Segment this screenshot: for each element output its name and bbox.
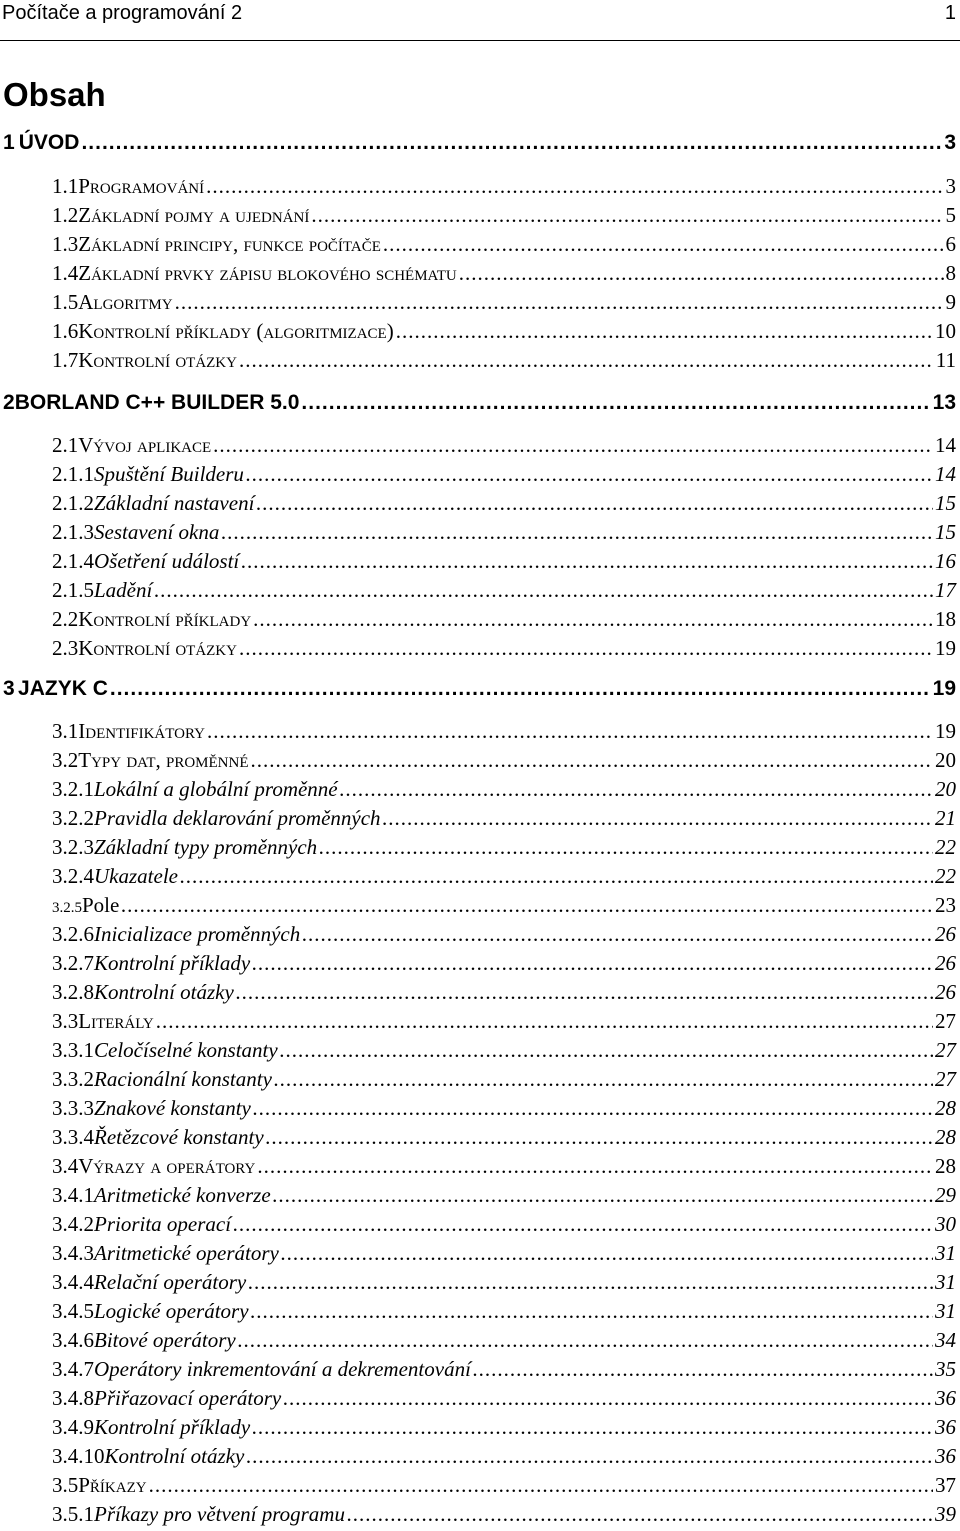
entry-label: Logické operátory (94, 1299, 249, 1323)
dot-leader (251, 1299, 933, 1324)
dot-leader (473, 1357, 933, 1382)
entry-number: 3.3.3 (52, 1096, 94, 1120)
entry-number: 3.2.3 (52, 835, 94, 859)
entry-page: 22 (935, 864, 956, 888)
dot-leader (251, 748, 933, 773)
toc-entry-subsection[interactable] (52, 777, 956, 802)
entry-number: 3.3.4 (52, 1125, 94, 1149)
dot-leader (149, 1473, 933, 1498)
entry-number: 2.1.5 (52, 578, 94, 602)
entry-number: 3.3.2 (52, 1067, 94, 1091)
toc-entry-subsection[interactable] (52, 1502, 956, 1527)
entry-page: 16 (935, 549, 956, 573)
dot-leader (253, 1096, 933, 1121)
dot-leader (213, 433, 933, 458)
entry-number: 2.1.3 (52, 520, 94, 544)
entry-number: 1 (3, 131, 15, 154)
dot-leader (154, 578, 933, 603)
entry-label: BORLAND C++ BUILDER 5.0 (14, 391, 300, 414)
toc-entry-section[interactable] (52, 348, 956, 373)
entry-label: Lokální a globální proměnné (94, 777, 338, 801)
dot-leader (121, 893, 933, 918)
entry-page: 3 (945, 174, 956, 198)
entry-label: Ukazatele (94, 864, 178, 888)
entry-label: Pravidla deklarování proměnných (94, 806, 381, 830)
toc-entry-subsection[interactable] (52, 893, 956, 918)
entry-page: 3 (944, 131, 956, 154)
toc-entry-section[interactable] (52, 290, 956, 315)
toc-entry-section[interactable] (52, 232, 956, 257)
entry-label: Algoritmy (78, 290, 173, 314)
entry-number: 1.2 (52, 203, 79, 227)
entry-label: Spuštění Builderu (94, 462, 244, 486)
entry-label: ÚVOD (18, 131, 80, 154)
toc-entry-section[interactable] (52, 203, 956, 228)
dot-leader (383, 232, 944, 257)
entry-page: 31 (935, 1270, 956, 1294)
entry-label: Ladění (94, 578, 153, 602)
toc-entry-subsection[interactable] (52, 1415, 956, 1440)
entry-label: Výrazy a operátory (78, 1154, 256, 1178)
dot-leader (383, 806, 933, 831)
dot-leader (256, 491, 933, 516)
entry-page: 20 (935, 748, 956, 772)
toc-entry-section[interactable] (52, 1473, 956, 1498)
entry-number: 1.3 (52, 232, 79, 256)
page-number: 1 (944, 2, 956, 24)
toc-entry-subsection[interactable] (52, 462, 956, 487)
entry-label: Pole (82, 893, 120, 917)
dot-leader (239, 636, 933, 661)
entry-number: 1.1 (52, 174, 79, 198)
entry-label: Identifikátory (78, 719, 205, 743)
dot-leader (206, 174, 943, 199)
entry-page: 17 (935, 578, 956, 602)
entry-label: Vývoj aplikace (78, 433, 212, 457)
entry-label: Kontrolní příklady (94, 1415, 251, 1439)
dot-leader (180, 864, 933, 889)
entry-number: 3.2.6 (52, 922, 94, 946)
entry-page: 21 (935, 806, 956, 830)
dot-leader (246, 462, 933, 487)
entry-page: 14 (935, 433, 956, 457)
entry-number: 3 (3, 677, 15, 700)
entry-number: 3.4.6 (52, 1328, 94, 1352)
toc-entry-subsection[interactable] (52, 578, 956, 603)
toc-entry-subsection[interactable] (52, 491, 956, 516)
entry-page: 36 (935, 1444, 956, 1468)
dot-leader (241, 549, 933, 574)
entry-number: 3.4.5 (52, 1299, 94, 1323)
dot-leader (274, 1067, 933, 1092)
toc-entry-chapter[interactable] (3, 677, 956, 701)
entry-label: Aritmetické operátory (94, 1241, 279, 1265)
entry-label: Znakové konstanty (94, 1096, 251, 1120)
dot-leader (266, 1125, 933, 1150)
toc-entry-section[interactable] (52, 748, 956, 773)
entry-label: Kontrolní příklady (algoritmizace) (78, 319, 394, 343)
toc-entry-section[interactable] (52, 319, 956, 344)
entry-number: 2.1.1 (52, 462, 94, 486)
toc-entry-subsection[interactable] (52, 1038, 956, 1063)
toc-entry-chapter[interactable] (3, 391, 956, 415)
toc-entry-section[interactable] (52, 433, 956, 458)
entry-page: 27 (935, 1067, 956, 1091)
entry-page: 28 (935, 1096, 956, 1120)
entry-label: Příkazy pro větvení programu (94, 1502, 345, 1526)
entry-number: 3.2.7 (52, 951, 94, 975)
entry-page: 9 (945, 290, 956, 314)
toc-entry-subsection[interactable] (52, 1125, 956, 1150)
toc-entry-section[interactable] (52, 1009, 956, 1034)
entry-page: 14 (935, 462, 956, 486)
entry-page: 15 (935, 520, 956, 544)
entry-number: 2.2 (52, 607, 79, 631)
dot-leader (283, 1386, 933, 1411)
entry-number: 2 (3, 391, 15, 414)
entry-page: 31 (935, 1299, 956, 1323)
dot-leader (110, 677, 931, 701)
entry-label: Kontrolní otázky (78, 348, 237, 372)
entry-page: 18 (935, 607, 956, 631)
entry-number: 3.4.8 (52, 1386, 94, 1410)
dot-leader (207, 719, 933, 744)
entry-label: Priorita operací (94, 1212, 232, 1236)
toc-title: Obsah (3, 76, 106, 113)
dot-leader (281, 1241, 933, 1266)
entry-number: 1.6 (52, 319, 79, 343)
entry-number: 3.4.1 (52, 1183, 94, 1207)
entry-page: 26 (935, 951, 956, 975)
entry-label: Bitové operátory (94, 1328, 236, 1352)
toc-entry-subsection[interactable] (52, 922, 956, 947)
entry-page: 28 (935, 1154, 956, 1178)
dot-leader (280, 1038, 933, 1063)
entry-label: Základní typy proměnných (94, 835, 318, 859)
entry-number: 3.2.5 (52, 900, 82, 916)
toc-entry-subsection[interactable] (52, 549, 956, 574)
toc-entry-subsection[interactable] (52, 1299, 956, 1324)
entry-page: 22 (935, 835, 956, 859)
entry-number: 2.1.2 (52, 491, 94, 515)
entry-label: Operátory inkrementování a dekrementování (94, 1357, 471, 1381)
entry-page: 6 (945, 232, 956, 256)
entry-page: 36 (935, 1415, 956, 1439)
entry-number: 3.2.1 (52, 777, 94, 801)
entry-label: JAZYK C (18, 677, 108, 700)
entry-number: 2.1 (52, 433, 79, 457)
entry-number: 2.3 (52, 636, 79, 660)
entry-label: Kontrolní otázky (94, 980, 234, 1004)
entry-label: Programování (78, 174, 205, 198)
entry-number: 1.7 (52, 348, 79, 372)
entry-page: 20 (935, 777, 956, 801)
toc-entry-section[interactable] (52, 719, 956, 744)
entry-number: 3.4.4 (52, 1270, 94, 1294)
entry-page: 26 (935, 980, 956, 1004)
toc-entry-subsection[interactable] (52, 1270, 956, 1295)
entry-label: Racionální konstanty (94, 1067, 272, 1091)
entry-label: Kontrolní příklady (94, 951, 251, 975)
entry-number: 3.4 (52, 1154, 79, 1178)
dot-leader (238, 1328, 933, 1353)
entry-page: 15 (935, 491, 956, 515)
entry-page: 19 (932, 677, 956, 700)
dot-leader (396, 319, 933, 344)
entry-page: 11 (935, 348, 956, 372)
toc-entry-subsection[interactable] (52, 1357, 956, 1382)
toc-entry-subsection[interactable] (52, 520, 956, 545)
toc-entry-subsection[interactable] (52, 1241, 956, 1266)
entry-label: Relační operátory (94, 1270, 247, 1294)
dot-leader (81, 131, 942, 155)
dot-leader (248, 1270, 933, 1295)
dot-leader (311, 203, 943, 228)
dot-leader (252, 1415, 933, 1440)
dot-leader (459, 261, 944, 286)
entry-label: Přiřazovací operátory (94, 1386, 282, 1410)
toc-entry-subsection[interactable] (52, 1096, 956, 1121)
entry-page: 5 (945, 203, 956, 227)
entry-label: Základní pojmy a ujednání (78, 203, 310, 227)
toc-entry-section[interactable] (52, 261, 956, 286)
entry-label: Sestavení okna (94, 520, 220, 544)
entry-page: 29 (935, 1183, 956, 1207)
entry-label: Aritmetické konverze (94, 1183, 271, 1207)
entry-number: 1.5 (52, 290, 79, 314)
toc-entry-subsection[interactable] (52, 806, 956, 831)
dot-leader (340, 777, 933, 802)
entry-label: Literály (78, 1009, 154, 1033)
entry-page: 30 (935, 1212, 956, 1236)
entry-label: Ošetření událostí (94, 549, 240, 573)
entry-label: Kontrolní otázky (104, 1444, 245, 1468)
entry-number: 3.2.2 (52, 806, 94, 830)
toc-entry-subsection[interactable] (52, 1444, 956, 1469)
entry-page: 10 (935, 319, 956, 343)
entry-number: 3.2.8 (52, 980, 94, 1004)
dot-leader (233, 1212, 933, 1237)
toc-entry-section[interactable] (52, 174, 956, 199)
entry-label: Kontrolní příklady (78, 607, 252, 631)
dot-leader (257, 1154, 933, 1179)
entry-page: 37 (935, 1473, 956, 1497)
dot-leader (236, 980, 933, 1005)
toc-entry-section[interactable] (52, 1154, 956, 1179)
entry-number: 3.3.1 (52, 1038, 94, 1062)
entry-number: 2.1.4 (52, 549, 94, 573)
entry-number: 3.5 (52, 1473, 79, 1497)
entry-number: 3.2.4 (52, 864, 94, 888)
entry-label: Celočíselné konstanty (94, 1038, 278, 1062)
entry-number: 3.4.2 (52, 1212, 94, 1236)
entry-page: 27 (935, 1009, 956, 1033)
entry-number: 3.2 (52, 748, 79, 772)
toc-entry-subsection[interactable] (52, 980, 956, 1005)
toc-entry-subsection[interactable] (52, 1183, 956, 1208)
dot-leader (175, 290, 944, 315)
entry-number: 1.4 (52, 261, 79, 285)
dot-leader (301, 391, 930, 415)
entry-page: 34 (935, 1328, 956, 1352)
dot-leader (156, 1009, 933, 1034)
entry-page: 28 (935, 1125, 956, 1149)
dot-leader (319, 835, 933, 860)
entry-page: 27 (935, 1038, 956, 1062)
entry-page: 8 (945, 261, 956, 285)
entry-label: Inicializace proměnných (94, 922, 301, 946)
entry-label: Základní prvky zápisu blokového schématu (78, 261, 457, 285)
toc-entry-subsection[interactable] (52, 1212, 956, 1237)
entry-number: 3.4.10 (52, 1444, 105, 1468)
entry-page: 39 (935, 1502, 956, 1526)
entry-number: 3.1 (52, 719, 79, 743)
entry-label: Příkazy (78, 1473, 147, 1497)
dot-leader (239, 348, 934, 373)
entry-page: 36 (935, 1386, 956, 1410)
entry-page: 23 (935, 893, 956, 917)
entry-page: 13 (932, 391, 956, 414)
entry-page: 19 (935, 636, 956, 660)
toc-entry-subsection[interactable] (52, 835, 956, 860)
entry-number: 3.5.1 (52, 1502, 94, 1526)
entry-number: 3.3 (52, 1009, 79, 1033)
dot-leader (347, 1502, 933, 1527)
dot-leader (253, 607, 933, 632)
dot-leader (246, 1444, 933, 1469)
toc-entry-subsection[interactable] (52, 864, 956, 889)
dot-leader (302, 922, 933, 947)
toc-entry-section[interactable] (52, 607, 956, 632)
entry-label: Základní nastavení (94, 491, 255, 515)
entry-number: 3.4.3 (52, 1241, 94, 1265)
entry-label: Kontrolní otázky (78, 636, 237, 660)
toc-entry-chapter[interactable] (3, 131, 956, 155)
document-title: Počítače a programování 2 (2, 2, 243, 24)
toc-entry-section[interactable] (52, 636, 956, 661)
entry-number: 3.4.9 (52, 1415, 94, 1439)
entry-label: Typy dat, proměnné (78, 748, 249, 772)
toc-entry-subsection[interactable] (52, 1067, 956, 1092)
toc-entry-subsection[interactable] (52, 1386, 956, 1411)
entry-label: Řetězcové konstanty (94, 1125, 264, 1149)
toc-entry-subsection[interactable] (52, 1328, 956, 1353)
entry-page: 35 (935, 1357, 956, 1381)
entry-page: 31 (935, 1241, 956, 1265)
dot-leader (273, 1183, 933, 1208)
dot-leader (252, 951, 933, 976)
dot-leader (221, 520, 933, 545)
entry-label: Základní principy, funkce počítače (78, 232, 381, 256)
toc-entry-subsection[interactable] (52, 951, 956, 976)
entry-page: 19 (935, 719, 956, 743)
entry-number: 3.4.7 (52, 1357, 94, 1381)
entry-page: 26 (935, 922, 956, 946)
